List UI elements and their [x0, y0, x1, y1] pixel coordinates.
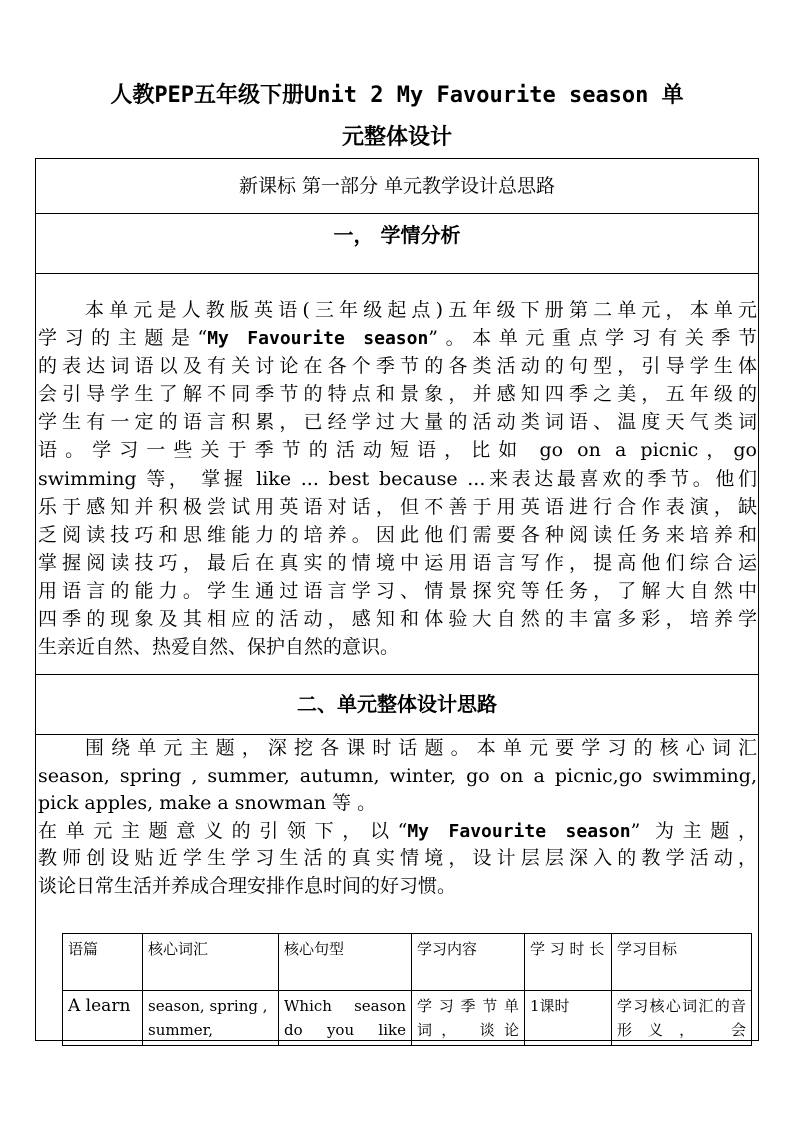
paragraph-line: 生亲近自然、热爱自然、保护自然的意识。 — [38, 636, 400, 659]
table-cell: 1课时 — [525, 991, 612, 1046]
paragraph-line: 本单元是人教版英语(三年级起点)五年级下册第二单元，本单元 — [85, 299, 757, 321]
header-cell: 学习目标 — [612, 934, 752, 991]
analysis-paragraph — [38, 296, 757, 661]
table-header-row — [63, 934, 752, 991]
table-cell: 学习核心词汇的音形义， 会 — [612, 991, 752, 1046]
paragraph-line: 谈论日常生活并养成合理安排作息时间的好习惯。 — [38, 874, 457, 897]
paragraph-line: 学习的主题是“My Favourite season”。本单元重点学习有关季节 — [38, 327, 758, 350]
table-cell: Which season do you like — [279, 991, 412, 1046]
paragraph-line: 乏阅读技巧和思维能力的培养。因此他们需要各种阅读任务来培养和 — [38, 523, 757, 546]
section-heading-1: 一， 学情分析 — [333, 223, 461, 247]
divider — [35, 213, 759, 214]
paragraph-line: 乐于感知并积极尝试用英语对话，但不善于用英语进行合作表演，缺 — [38, 495, 757, 518]
subtitle: 新课标 第一部分 单元教学设计总思路 — [238, 175, 556, 197]
design-paragraph — [38, 734, 757, 899]
paragraph-line: season, spring , summer, autumn, winter, go on a picnic,go swimming, — [38, 764, 757, 787]
theme-phrase: My Favourite season — [407, 820, 631, 842]
table-row — [63, 991, 752, 1046]
doc-title-line1: 人教PEP五年级下册Unit 2 My Favourite season 单 — [110, 83, 684, 108]
paragraph-line: 教师创设贴近学生学习生活的真实情境，设计层层深入的教学活动， — [38, 847, 757, 869]
lesson-plan-table — [62, 933, 752, 1046]
divider — [35, 273, 759, 274]
header-cell: 核心词汇 — [143, 934, 279, 991]
table-cell: season, spring , summer, — [143, 991, 279, 1046]
section-heading-2: 二、单元整体设计思路 — [297, 692, 497, 716]
header-cell: 学 习 时 长 — [525, 934, 612, 991]
paragraph-line: 在单元主题意义的引领下，以“My Favourite season” 为主题， — [38, 819, 757, 842]
doc-title-line2: 元整体设计 — [341, 125, 452, 150]
table-cell: A learn — [63, 991, 143, 1046]
paragraph-line: pick apples, make a snowman 等 。 — [38, 792, 377, 814]
paragraph-line: 四季的现象及其相应的活动，感知和体验大自然的丰富多彩，培养学 — [38, 608, 757, 631]
paragraph-line: 围绕单元主题，深挖各课时话题。本单元要学习的核心词汇 — [85, 737, 757, 759]
paragraph-line: 语。学习一些关于季节的活动短语，比如 go on a picnic，go — [38, 439, 757, 462]
paragraph-line: 学生有一定的语言积累，已经学过大量的活动类词语、温度天气类词 — [38, 411, 757, 434]
paragraph-line: swimming 等， 掌握 like ... best because ...来表达最喜欢的季节。他们 — [38, 467, 757, 490]
paragraph-line: 掌握阅读技巧，最后在真实的情境中运用语言写作，提高他们综合运 — [38, 551, 757, 574]
header-cell: 语篇 — [63, 934, 143, 991]
paragraph-line: 的表达词语以及有关讨论在各个季节的各类活动的句型，引导学生体 — [38, 355, 757, 378]
paragraph-line: 用语言的能力。学生通过语言学习、情景探究等任务，了解大自然中 — [38, 579, 757, 602]
divider — [35, 674, 759, 675]
header-cell: 核心句型 — [279, 934, 412, 991]
theme-phrase: My Favourite season — [207, 328, 429, 350]
header-cell: 学习内容 — [412, 934, 525, 991]
table-cell: 学习季节单词， 谈论 — [412, 991, 525, 1046]
paragraph-line: 会引导学生了解不同季节的特点和景象，并感知四季之美，五年级的 — [38, 383, 757, 406]
